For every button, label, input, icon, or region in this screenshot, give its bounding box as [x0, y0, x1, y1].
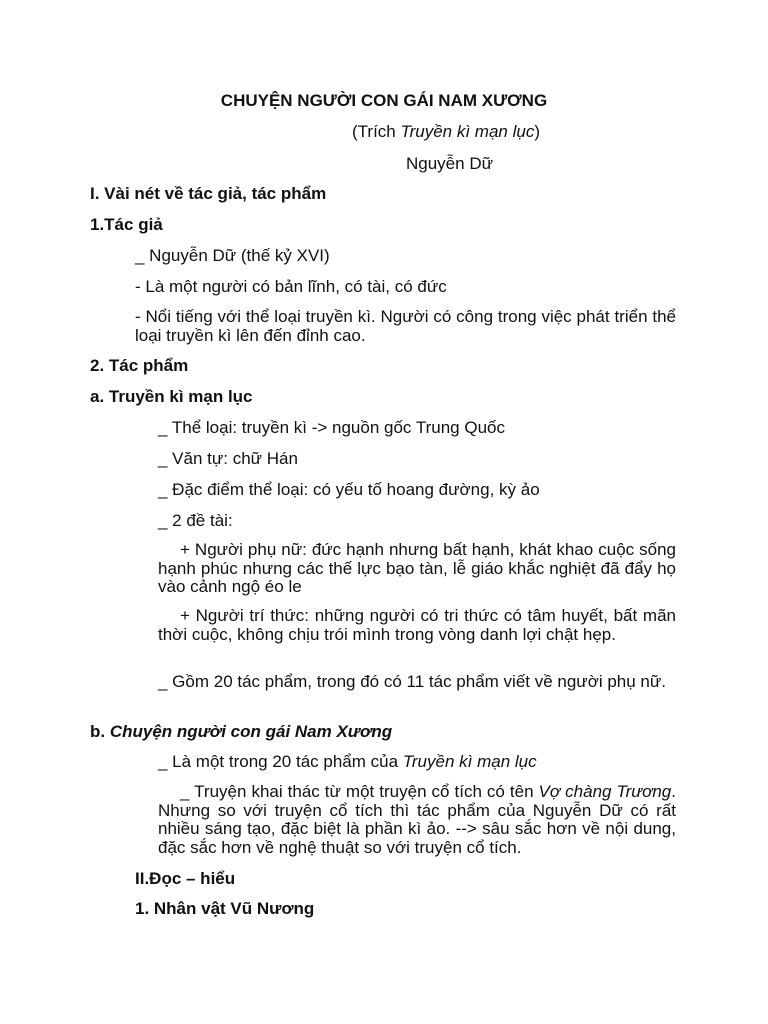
subtitle-work: Truyền kì mạn lục	[400, 122, 535, 141]
section-2-heading: II.Đọc – hiểu	[135, 869, 236, 888]
b-line-1	[158, 752, 537, 771]
author-line-1: _ Nguyễn Dữ (thế kỷ XVI)	[135, 246, 330, 265]
document-author: Nguyễn Dữ	[406, 154, 493, 173]
b-para-text-2: . Nhưng so với truyện cổ tích thì tác phẩm của Nguyễn Dữ có rất nhiều sáng tạo, đặc biệt là phần kì ảo. --> sâu sắc hơn về nội dung, đặc sắc hơn về nghệ thuật so với truyện cổ tích.	[158, 782, 676, 857]
subtitle-open: (Trích	[352, 122, 401, 141]
subtitle-close: )	[534, 122, 540, 141]
genre-features-line: _ Đặc điểm thể loại: có yếu tố hoang đường, kỳ ảo	[158, 480, 540, 499]
section-a-heading: a. Truyền kì mạn lục	[90, 387, 253, 406]
section-b-heading	[90, 722, 392, 741]
themes-line: _ 2 đề tài:	[158, 511, 233, 530]
b-para-text-1: _ Truyện khai thác từ một truyện cổ tích có tên	[180, 782, 539, 801]
b-line-1-text: _ Là một trong 20 tác phẩm của	[158, 752, 403, 771]
theme-women-paragraph: + Người phụ nữ: đức hạnh nhưng bất hạnh, khát khao cuộc sống hạnh phúc nhưng các thế lực bạo tàn, lễ giáo khắc nghiệt đã đẩy họ vào cảnh ngộ éo le	[158, 540, 676, 596]
author-line-2: - Là một người có bản lĩnh, có tài, có đức	[135, 277, 447, 296]
author-heading: 1.Tác giả	[90, 215, 163, 234]
section-b-prefix: b.	[90, 722, 110, 741]
work-heading: 2. Tác phẩm	[90, 356, 189, 375]
works-count-paragraph: _ Gồm 20 tác phẩm, trong đó có 11 tác phẩm viết về người phụ nữ.	[158, 672, 666, 691]
script-line: _ Văn tự: chữ Hán	[158, 449, 298, 468]
b-line-1-work: Truyền kì mạn lục	[402, 752, 537, 771]
section-b-title: Chuyện người con gái Nam Xương	[109, 722, 393, 741]
character-heading: 1. Nhân vật Vũ Nương	[135, 899, 315, 918]
theme-scholars-paragraph: + Người trí thức: những người có tri thức có tâm huyết, bất mãn thời cuộc, không chịu trói mình trong vòng danh lợi chật hẹp.	[158, 606, 676, 644]
genre-line: _ Thể loại: truyền kì -> nguồn gốc Trung Quốc	[158, 418, 505, 437]
author-line-3: - Nổi tiếng với thể loại truyền kì. Người có công trong việc phát triển thể loại truyền kì lên đến đỉnh cao.	[135, 307, 676, 345]
b-para-work: Vợ chàng Trương	[538, 782, 672, 801]
b-origin-paragraph	[158, 783, 676, 857]
document-title: CHUYỆN NGƯỜI CON GÁI NAM XƯƠNG	[220, 91, 548, 110]
document-subtitle	[352, 122, 540, 141]
section-1-heading: I. Vài nét về tác giả, tác phẩm	[90, 184, 327, 203]
